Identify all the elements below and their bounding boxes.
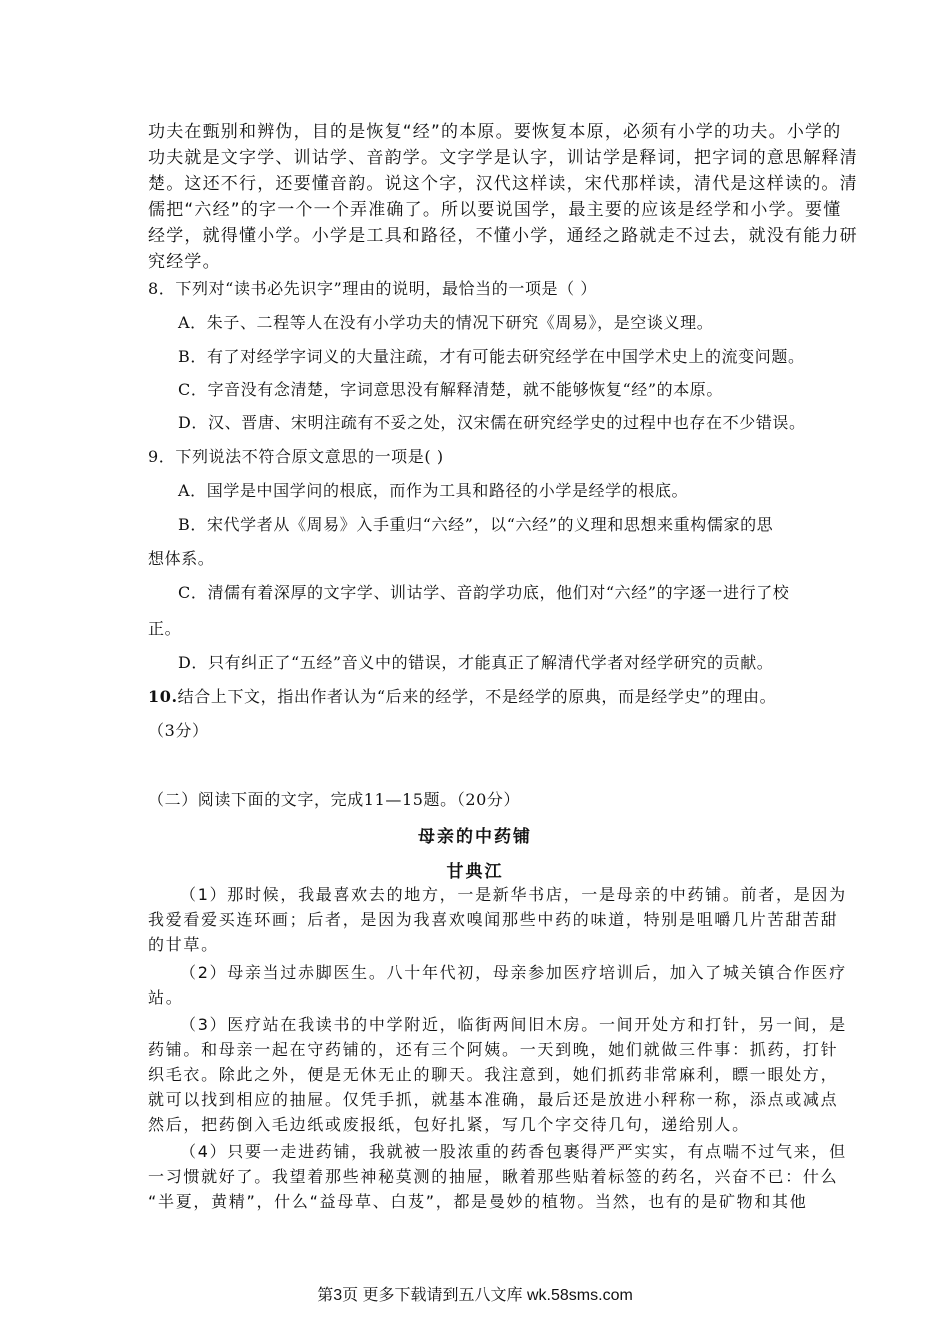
page-footer: 第3页 更多下载请到五八文库 wk.58sms.com (317, 1287, 633, 1304)
question-9-option-a: A．国学是中国学问的根底，而作为工具和路径的小学是经学的根底。 (178, 481, 689, 500)
story-line: 一习惯就好了。我望着那些神秘莫测的抽屉，瞅着那些贴着标签的药名，兴奋不已：什么 (148, 1167, 839, 1186)
question-10-text: 结合上下文，指出作者认为“后来的经学，不是经学的原典，而是经学史”的理由。 (177, 687, 777, 706)
intro-line: 功夫在甄别和辨伪，目的是恢复“经”的本原。要恢复本原，必须有小学的功夫。小学的 (148, 122, 842, 142)
story-line: （4）只要一走进药铺，我就被一股浓重的药香包裹得严严实实，有点喘不过气来，但 (180, 1142, 847, 1161)
question-8-stem: 8．下列对“读书必先识字”理由的说明，最恰当的一项是（ ） (148, 279, 598, 298)
story-line: 站。 (148, 988, 184, 1007)
question-9-option-d: D．只有纠正了“五经”音义中的错误，才能真正了解清代学者对经学研究的贡献。 (178, 653, 774, 672)
question-10-number: 10. (148, 687, 178, 706)
question-9-stem: 9．下列说法不符合原文意思的一项是( ) (148, 447, 444, 466)
story-line: 然后，把药倒入毛边纸或废报纸，包好扎紧，写几个字交待几句，递给别人。 (148, 1115, 750, 1134)
story-line: （3）医疗站在我读书的中学附近，临街两间旧木房。一间开处方和打针，另一间，是 (180, 1015, 847, 1034)
story-line: 织毛衣。除此之外，便是无休无止的聊天。我注意到，她们抓药非常麻利，瞟一眼处方， (148, 1065, 839, 1084)
question-8-option-b: B．有了对经学字词义的大量注疏，才有可能去研究经学在中国学术史上的流变问题。 (178, 347, 805, 366)
question-10-score: （3分） (148, 721, 209, 740)
intro-line: 功夫就是文字学、训诂学、音韵学。文字学是认字，训诂学是释词，把字词的意思解释清 (148, 148, 858, 168)
story-line: （1）那时候，我最喜欢去的地方，一是新华书店，一是母亲的中药铺。前者，是因为 (180, 885, 847, 904)
question-8-option-a: A．朱子、二程等人在没有小学功夫的情况下研究《周易》，是空谈义理。 (178, 313, 714, 332)
question-9-option-b-continued: 想体系。 (148, 549, 215, 568)
story-line: 我爱看爱买连环画；后者，是因为我喜欢嗅闻那些中药的味道，特别是咀嚼几片苦甜苦甜 (148, 910, 839, 929)
question-9-option-c-continued: 正。 (148, 619, 182, 638)
question-10-stem (148, 685, 776, 709)
story-line: （2）母亲当过赤脚医生。八十年代初，母亲参加医疗培训后，加入了城关镇合作医疗 (180, 963, 847, 982)
intro-line: 楚。这还不行，还要懂音韵。说这个字，汉代这样读，宋代那样读，清代是这样读的。清 (148, 174, 858, 194)
intro-line: 究经学。 (148, 252, 221, 272)
story-author: 甘典江 (446, 862, 504, 882)
intro-line: 儒把“六经”的字一个一个弄准确了。所以要说国学，最主要的应该是经学和小学。要懂 (148, 200, 842, 220)
question-9-option-b: B．宋代学者从《周易》入手重归“六经”，以“六经”的义理和思想来重构儒家的思 (178, 515, 774, 534)
story-line: 的甘草。 (148, 935, 219, 954)
story-line: 药铺。和母亲一起在守药铺的，还有三个阿姨。一天到晚，她们就做三件事：抓药，打针 (148, 1040, 839, 1059)
story-line: 就可以找到相应的抽屉。仅凭手抓，就基本准确，最后还是放进小秤称一称，添点或减点 (148, 1090, 839, 1109)
story-title: 母亲的中药铺 (418, 827, 532, 847)
question-8-option-d: D．汉、晋唐、宋明注疏有不妥之处，汉宋儒在研究经学史的过程中也存在不少错误。 (178, 413, 806, 432)
question-9-option-c: C．清儒有着深厚的文字学、训诂学、音韵学功底，他们对“六经”的字逐一进行了校 (178, 583, 790, 602)
story-line: “半夏，黄精”，什么“益母草、白芨”，都是曼妙的植物。当然，也有的是矿物和其他 (148, 1192, 808, 1211)
question-8-option-c: C．字音没有念清楚，字词意思没有解释清楚，就不能够恢复“经”的本原。 (178, 380, 724, 399)
intro-line: 经学，就得懂小学。小学是工具和路径，不懂小学，通经之路就走不过去，就没有能力研 (148, 226, 858, 246)
section-2-heading: （二）阅读下面的文字，完成11—15题。（20分） (148, 790, 521, 809)
